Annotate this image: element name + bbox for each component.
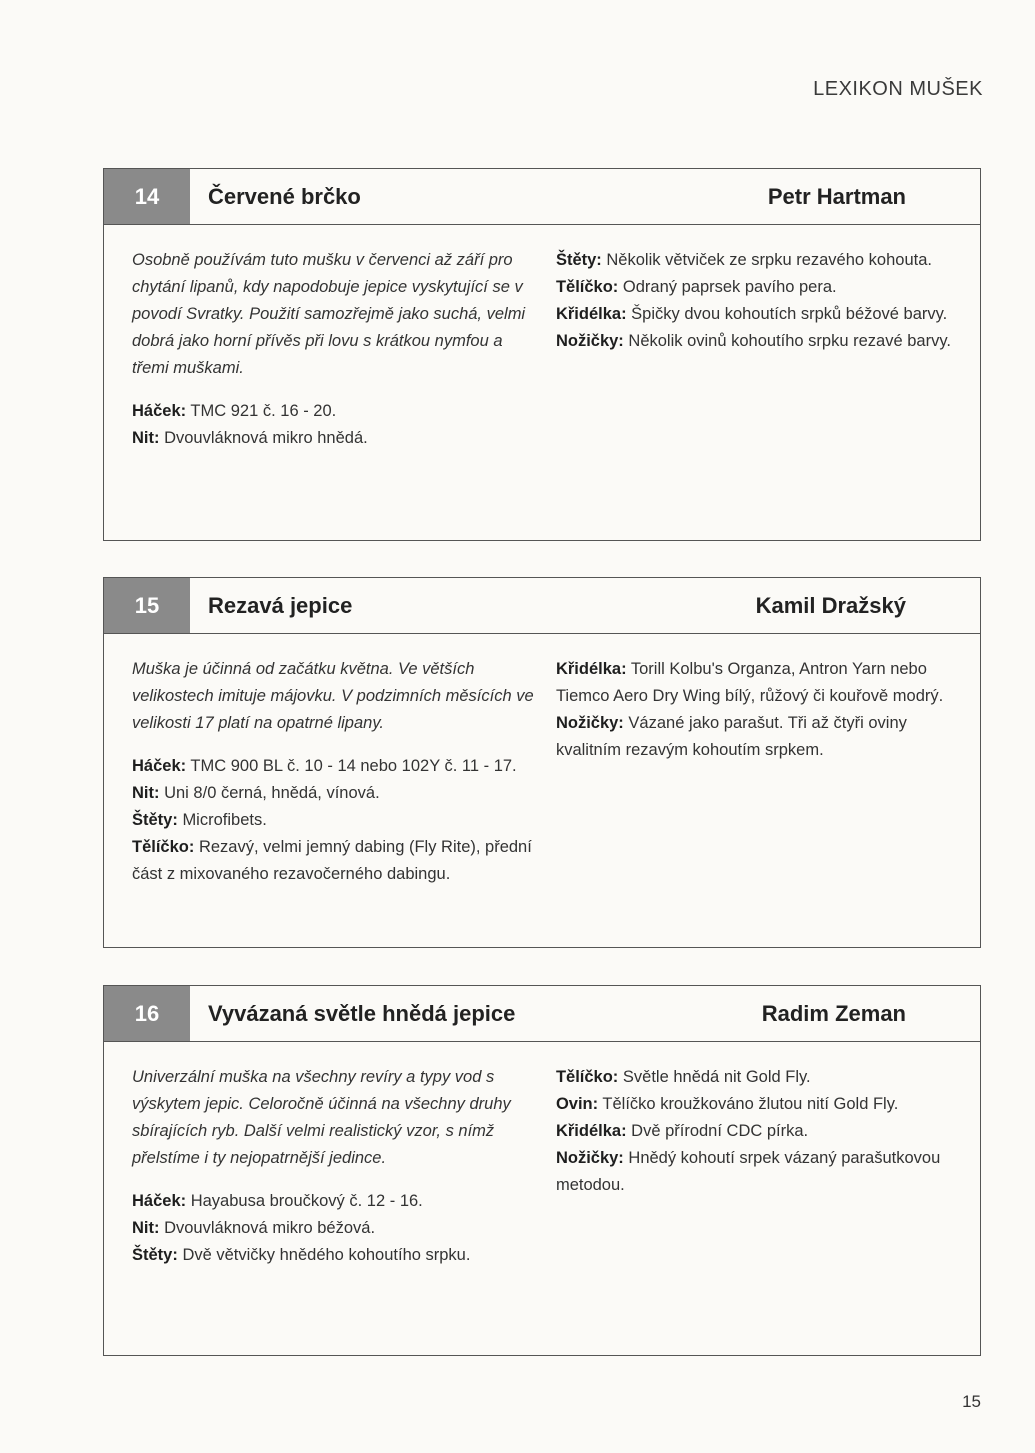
spec-tail (556, 247, 952, 274)
spec-legs (556, 328, 952, 355)
spec-value: Odraný paprsek pavího pera. (622, 278, 837, 296)
card-header (104, 169, 980, 225)
spec-value: Dvě větvičky hnědého kohoutího srpku. (182, 1246, 471, 1264)
spec-hook (132, 398, 536, 425)
spec-label: Ovin: (555, 1095, 599, 1113)
spec-label: Háček: (132, 1192, 187, 1210)
card-header (104, 986, 980, 1042)
spec-label: Křidélka: (555, 660, 627, 678)
card-title: Vyvázaná světle hnědá jepice (208, 1000, 516, 1026)
fly-card-14 (103, 168, 981, 541)
card-author: Radim Zeman (761, 1001, 906, 1026)
spec-value: Vázané jako parašut. Tři až čtyři oviny kvalitním rezavým kohoutím srpkem. (555, 714, 907, 759)
spec-legs (556, 1145, 952, 1199)
spec-label: Nožičky: (555, 1149, 624, 1167)
spec-value: Torill Kolbu's Organza, Antron Yarn nebo Tiemco Aero Dry Wing bílý, růžový či kouřově modrý. (555, 660, 944, 705)
spec-legs (556, 710, 952, 764)
card-right-column (556, 656, 952, 888)
spec-label: Štěty: (132, 1246, 178, 1264)
spec-label: Nit: (132, 1219, 160, 1237)
card-description: Muška je účinná od začátku května. Ve větších velikostech imituje májovku. V podzimních měsících ve velikosti 17 platí na opatrné lipany. (132, 660, 534, 732)
fly-card-16 (103, 985, 981, 1356)
card-author: Kamil Dražský (755, 593, 906, 618)
spec-thread (132, 425, 536, 452)
spec-label: Tělíčko: (132, 838, 195, 856)
spec-value: Hayabusa broučkový č. 12 - 16. (190, 1192, 423, 1210)
spec-label: Nit: (132, 429, 160, 447)
card-body (104, 225, 980, 452)
spec-label: Křidélka: (555, 305, 627, 323)
spec-label: Háček: (132, 757, 187, 775)
spec-value: Několik větviček ze srpku rezavého kohouta. (606, 251, 932, 269)
card-body (104, 1042, 980, 1269)
spec-value: Rezavý, velmi jemný dabing (Fly Rite), přední část z mixovaného rezavočerného dabingu. (132, 838, 532, 883)
spec-tail (132, 1242, 536, 1269)
card-author: Petr Hartman (767, 184, 906, 209)
spec-hook (132, 753, 536, 780)
spec-thread (132, 1215, 536, 1242)
spec-value: Světle hnědá nit Gold Fly. (622, 1068, 811, 1086)
spec-wings (556, 656, 952, 710)
spec-value: Microfibets. (182, 811, 267, 829)
card-description: Univerzální muška na všechny revíry a typy vod s výskytem jepic. Celoročně účinná na všechny druhy sbírajících ryb. Další velmi realistický vzor, s nímž přelstíme i ty nejopatrnější jedince. (132, 1068, 511, 1167)
running-head: LEXIKON MUŠEK (813, 78, 983, 100)
card-number: 15 (104, 578, 190, 633)
spec-value: TMC 921 č. 16 - 20. (190, 402, 337, 420)
card-left-column (132, 656, 536, 888)
spec-label: Štěty: (555, 251, 602, 269)
card-left-column (132, 1064, 536, 1269)
spec-label: Háček: (132, 402, 187, 420)
spec-value: Dvouvláknová mikro hnědá. (164, 429, 368, 447)
spec-body (556, 274, 952, 301)
spec-value: Hnědý kohoutí srpek vázaný parašutkovou metodou. (555, 1149, 941, 1194)
spec-label: Tělíčko: (555, 278, 619, 296)
spec-tail (132, 807, 536, 834)
spec-label: Nožičky: (555, 332, 624, 350)
spec-value: Dvouvláknová mikro béžová. (164, 1219, 376, 1237)
spec-label: Štěty: (132, 811, 178, 829)
spec-value: Uni 8/0 černá, hnědá, vínová. (164, 784, 380, 802)
card-right-column (556, 247, 952, 452)
card-number: 14 (104, 169, 190, 224)
spec-hook (132, 1188, 536, 1215)
card-header (104, 578, 980, 634)
card-body (104, 634, 980, 888)
spec-body (132, 834, 536, 888)
fly-card-15 (103, 577, 981, 948)
page-number: 15 (962, 1392, 981, 1411)
spec-wings (556, 301, 952, 328)
card-title: Červené brčko (208, 183, 361, 209)
card-number: 16 (104, 986, 190, 1041)
spec-value: Dvě přírodní CDC pírka. (631, 1122, 809, 1140)
spec-body (556, 1064, 952, 1091)
spec-value: Špičky dvou kohoutích srpků béžové barvy. (631, 305, 948, 323)
spec-label: Křidélka: (555, 1122, 627, 1140)
card-right-column (556, 1064, 952, 1269)
spec-value: TMC 900 BL č. 10 - 14 nebo 102Y č. 11 - 17. (190, 757, 517, 775)
spec-rib (556, 1091, 952, 1118)
spec-label: Nit: (132, 784, 160, 802)
card-title: Rezavá jepice (208, 592, 353, 618)
spec-thread (132, 780, 536, 807)
spec-value: Tělíčko kroužkováno žlutou nití Gold Fly. (602, 1095, 899, 1113)
spec-label: Tělíčko: (555, 1068, 619, 1086)
spec-wings (556, 1118, 952, 1145)
spec-value: Několik ovinů kohoutího srpku rezavé barvy. (628, 332, 951, 350)
card-description: Osobně používám tuto mušku v červenci až září pro chytání lipanů, kdy napodobuje jepice vyskytující se v povodí Svratky. Použití samozřejmě jako suchá, velmi dobrá jako horní přívěs při lovu s krátkou nymfou a třemi muškami. (132, 251, 526, 377)
spec-label: Nožičky: (555, 714, 624, 732)
card-left-column (132, 247, 536, 452)
